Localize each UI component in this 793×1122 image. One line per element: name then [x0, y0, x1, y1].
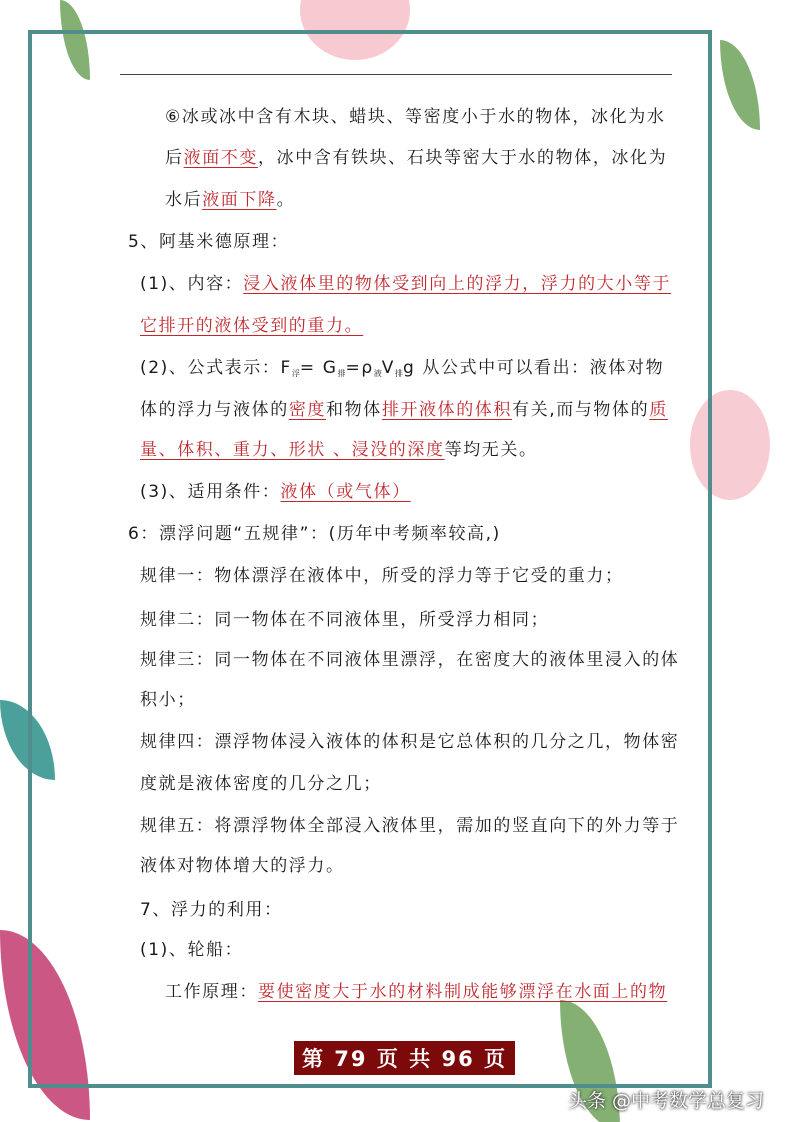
subscript-text: 浮 — [291, 369, 300, 378]
text-line — [165, 188, 295, 212]
text-line — [128, 230, 289, 254]
text-line — [140, 314, 363, 338]
text-segment: 工作原理： — [165, 982, 258, 1002]
text-segment: 体的浮力与液体的 — [140, 400, 289, 420]
text-segment: 有关,而与物体的 — [512, 400, 650, 420]
highlighted-text: 液面下降 — [202, 190, 277, 210]
text-segment: g 从公式中可以看出：液体对物 — [402, 358, 665, 378]
text-segment: 。 — [276, 190, 296, 210]
text-line — [165, 980, 667, 1004]
subscript-text: 排 — [394, 369, 403, 378]
text-segment: 规律一：物体漂浮在液体中，所受的浮力等于它受的重力； — [140, 566, 624, 586]
text-line — [140, 564, 624, 588]
text-line — [140, 438, 538, 462]
text-segment: 等均无关。 — [444, 440, 538, 460]
text-line — [140, 772, 382, 796]
text-segment: 规律二：同一物体在不同液体里，所受浮力相同； — [140, 610, 550, 630]
text-line — [140, 398, 668, 422]
text-segment: (1)、轮船： — [140, 940, 244, 960]
text-segment: 7、浮力的利用： — [140, 900, 283, 920]
page-frame — [28, 30, 712, 1088]
text-line — [128, 522, 501, 546]
text-segment: 度就是液体密度的几分之几； — [140, 774, 382, 794]
text-line — [140, 480, 411, 504]
text-segment: 规律五：将漂浮物体全部浸入液体里，需加的竖直向下的外力等于 — [140, 816, 680, 836]
text-segment: ⑥冰或冰中含有木块、蜡块、等密度小于水的物体，冰化为水 — [165, 107, 666, 127]
page-number: 第 79 页 共 96 页 — [294, 1041, 515, 1075]
text-line — [140, 608, 549, 632]
text-line — [140, 648, 679, 672]
text-segment: =ρ — [345, 358, 374, 378]
highlighted-text: 它排开的液体受到的重力。 — [140, 316, 364, 336]
subscript-text: 液 — [373, 369, 382, 378]
header-rule — [120, 74, 672, 75]
highlighted-text: 液面不变 — [183, 148, 259, 168]
text-segment: 规律三：同一物体在不同液体里漂浮，在密度大的液体里浸入的体 — [140, 650, 680, 670]
highlighted-text: 量、体积、重力、形状 、浸没的深度 — [140, 440, 445, 460]
text-segment: (1)、内容： — [140, 274, 244, 294]
text-segment: 规律四：漂浮物体浸入液体的体积是它总体积的几分之几，物体密 — [140, 732, 680, 752]
highlighted-text: 密度 — [288, 400, 327, 420]
text-segment: 液体对物体增大的浮力。 — [140, 856, 345, 876]
text-line — [140, 814, 679, 838]
highlighted-text: 液体（或气体） — [280, 482, 411, 502]
text-segment: 6：漂浮问题“五规律”：(历年中考频率较高,) — [128, 524, 501, 544]
highlighted-text: 质 — [649, 400, 668, 420]
text-line — [140, 272, 671, 296]
leaf-decoration — [720, 40, 760, 130]
text-segment: 5、阿基米德原理： — [128, 232, 290, 252]
subscript-text: 排 — [337, 369, 346, 378]
text-segment: (3)、适用条件： — [140, 482, 281, 502]
text-line — [165, 146, 667, 170]
highlighted-text: 浸入液体里的物体受到向上的浮力，浮力的大小等于 — [243, 274, 672, 294]
text-segment: 和物体 — [326, 400, 382, 420]
text-line — [165, 105, 665, 129]
text-segment: ，冰中含有铁块、石块等密大于水的物体，冰化为 — [258, 148, 668, 168]
text-segment: = G — [299, 358, 338, 378]
text-line — [140, 854, 345, 878]
text-line — [140, 938, 243, 962]
text-segment: 后 — [165, 148, 184, 168]
text-line — [140, 730, 679, 754]
text-segment: (2)、公式表示：F — [140, 358, 292, 378]
text-segment: 水后 — [165, 190, 203, 210]
text-segment: V — [381, 358, 395, 378]
text-line — [140, 688, 196, 712]
highlighted-text: 排开液体的体积 — [381, 400, 513, 420]
text-line — [140, 898, 283, 922]
highlighted-text: 要使密度大于水的材料制成能够漂浮在水面上的物 — [258, 982, 668, 1002]
watermark: 头条 @中考数学总复习 — [568, 1090, 765, 1112]
text-line — [140, 356, 664, 386]
text-segment: 积小； — [140, 690, 196, 710]
